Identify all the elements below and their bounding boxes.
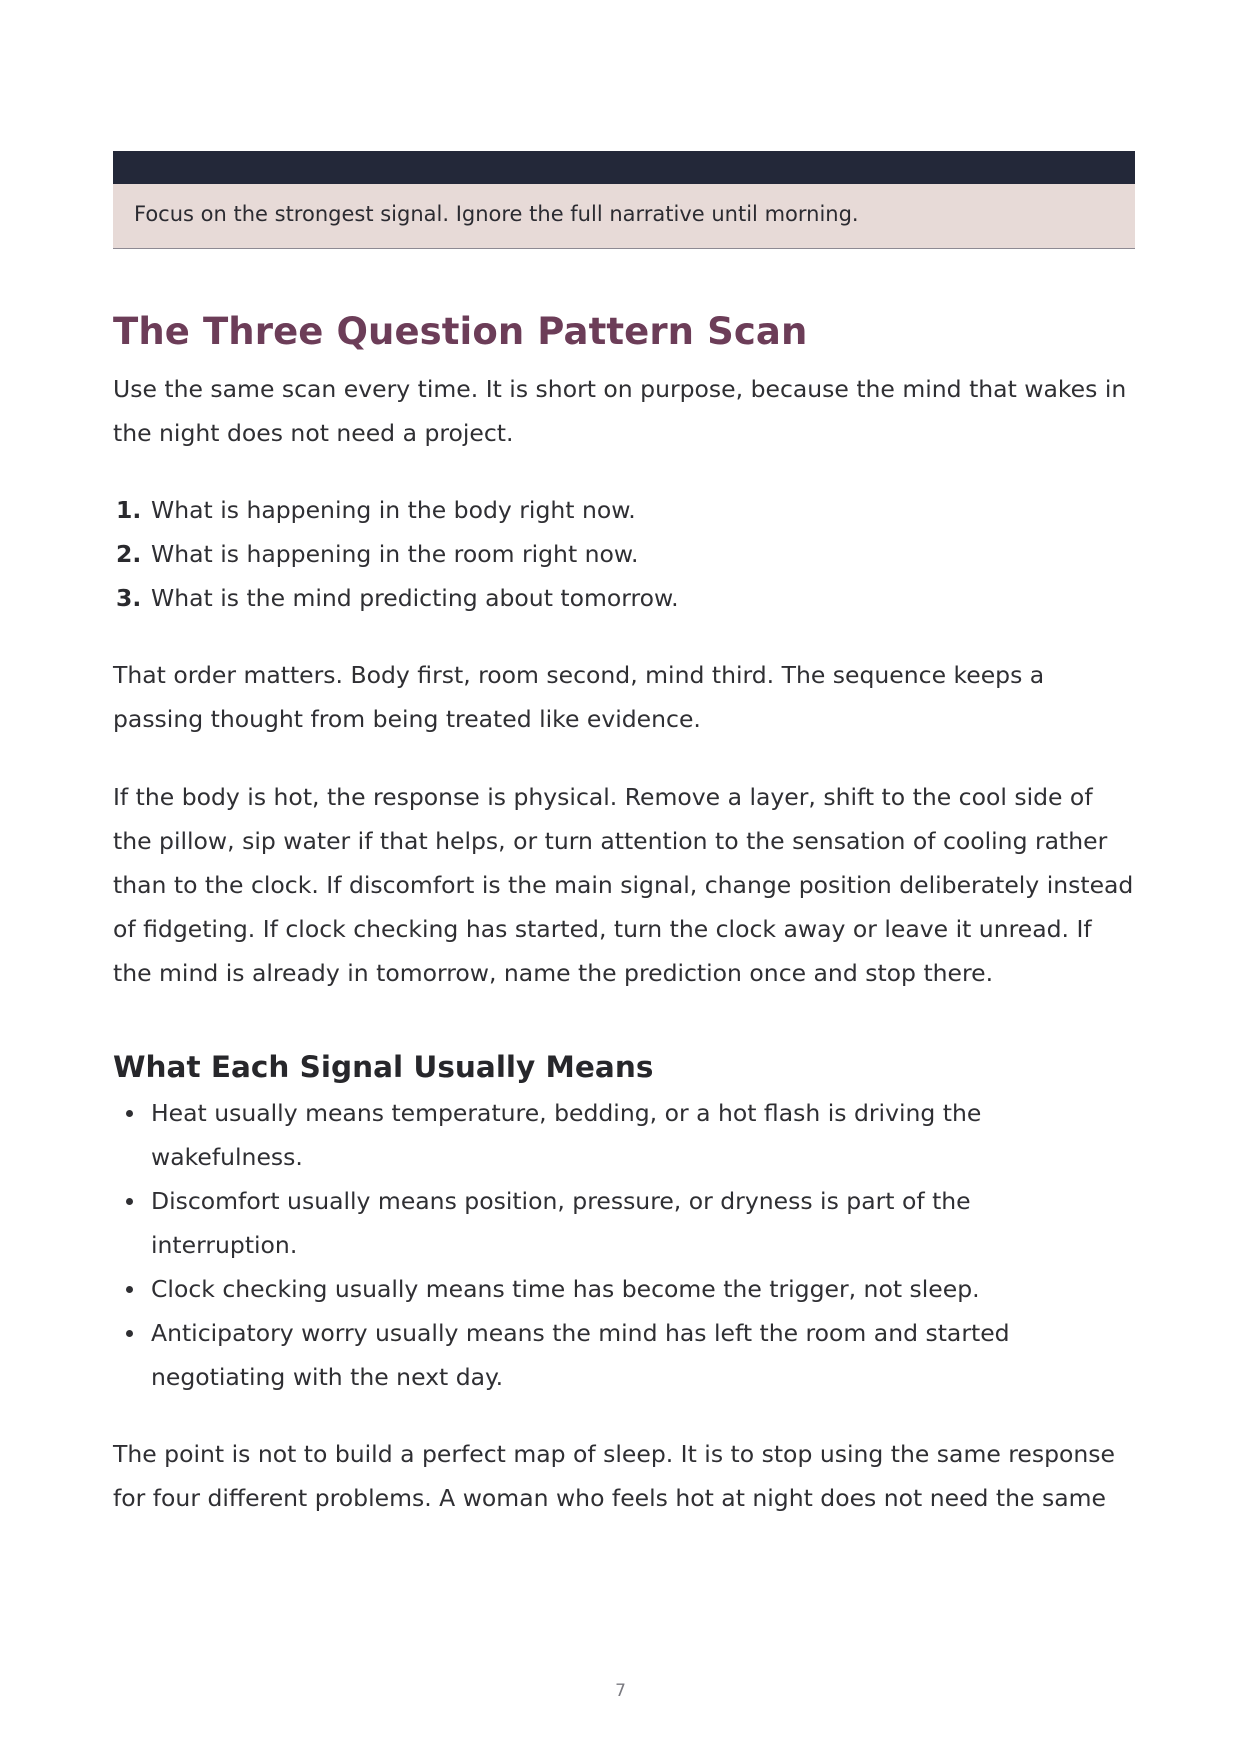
question-number: 3. xyxy=(116,584,142,612)
page-number: 7 xyxy=(615,1681,626,1701)
order-paragraph: That order matters. Body first, room second, mind third. The sequence keeps a passing thought from being treated like evidence. xyxy=(113,661,1045,733)
document-page xyxy=(113,151,1135,1520)
question-text: What is happening in the body right now. xyxy=(151,496,636,524)
callout-header-bar xyxy=(113,151,1135,184)
subsection-title: What Each Signal Usually Means xyxy=(113,1050,654,1084)
question-number: 2. xyxy=(116,540,142,568)
signal-text: Heat usually means temperature, bedding, or a hot flash is driving the wakefulness. xyxy=(151,1099,982,1171)
bullet-dot-icon xyxy=(126,1286,133,1293)
callout-text: Focus on the strongest signal. Ignore the full narrative until morning. xyxy=(134,202,859,226)
closing-paragraph: The point is not to build a perfect map of sleep. It is to stop using the same response for four different problems. A woman who feels hot at night does not need the same xyxy=(113,1440,1116,1512)
question-item xyxy=(113,488,1135,532)
intro-paragraph: Use the same scan every time. It is short on purpose, because the mind that wakes in the night does not need a project. xyxy=(113,375,1127,447)
bullet-dot-icon xyxy=(126,1198,133,1205)
question-text: What is the mind predicting about tomorrow. xyxy=(151,584,679,612)
question-item xyxy=(113,532,1135,576)
signal-text: Discomfort usually means position, pressure, or dryness is part of the interruption. xyxy=(151,1187,971,1259)
question-list xyxy=(113,488,1135,620)
signal-item xyxy=(113,1179,1013,1267)
signal-list xyxy=(113,1091,1013,1399)
question-number: 1. xyxy=(116,496,142,524)
question-item xyxy=(113,576,1135,620)
signal-text: Anticipatory worry usually means the mind has left the room and started negotiating with the next day. xyxy=(151,1319,1010,1391)
callout-box xyxy=(113,151,1135,249)
bullet-dot-icon xyxy=(126,1110,133,1117)
signal-text: Clock checking usually means time has become the trigger, not sleep. xyxy=(151,1275,980,1303)
section-title: The Three Question Pattern Scan xyxy=(113,310,808,353)
signal-item xyxy=(113,1091,1013,1179)
bullet-dot-icon xyxy=(126,1330,133,1337)
response-paragraph: If the body is hot, the response is physical. Remove a layer, shift to the cool side of the pillow, sip water if that helps, or turn attention to the sensation of cooling rather than to the clock. If discomfort is the main signal, change position deliberately instead of fidgeting. If clock checking has started, turn the clock away or leave it unread. If the mind is already in tomorrow, name the prediction once and stop there. xyxy=(113,783,1134,987)
signal-item xyxy=(113,1267,1013,1311)
signal-item xyxy=(113,1311,1013,1399)
question-text: What is happening in the room right now. xyxy=(151,540,639,568)
